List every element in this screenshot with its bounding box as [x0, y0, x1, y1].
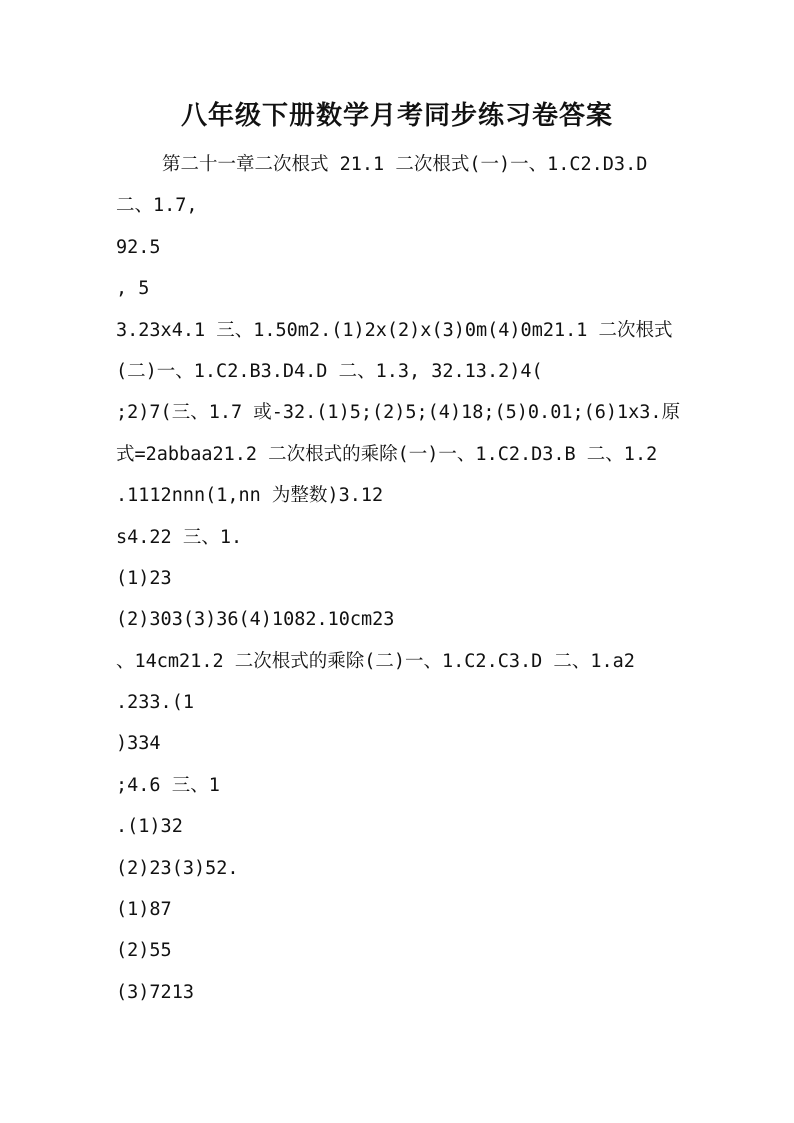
text-line: (2)23(3)52.: [116, 857, 239, 879]
text-line: ;2)7(三、1.7 或-32.(1)5;(2)5;(4)18;(5)0.01;(6)1x3.原: [116, 402, 681, 424]
text-line: (2)55: [116, 940, 172, 962]
answer-text-body: [116, 144, 696, 1013]
text-line: (1)87: [116, 899, 172, 921]
text-line: (3)7213: [116, 981, 194, 1003]
text-line: (二)一、1.C2.B3.D4.D 二、1.3, 32.13.2)4(: [116, 360, 543, 382]
text-line: .233.(1: [116, 692, 194, 714]
text-line: .(1)32: [116, 816, 183, 838]
text-line: 92.5: [116, 236, 161, 258]
text-line: s4.22 三、1.: [116, 526, 243, 548]
text-line: , 5: [116, 278, 150, 300]
text-line: 、14cm21.2 二次根式的乘除(二)一、1.C2.C3.D 二、1.a2: [116, 650, 635, 672]
text-line: 式=2abbaa21.2 二次根式的乘除(一)一、1.C2.D3.B 二、1.2: [116, 443, 658, 465]
text-line: .1112nnn(1,nn 为整数)3.12: [116, 485, 384, 507]
text-line: )334: [116, 733, 161, 755]
text-line: (2)303(3)36(4)1082.10cm23: [116, 609, 395, 631]
text-line: 第二十一章二次根式 21.1 二次根式(一)一、1.C2.D3.D: [162, 154, 648, 175]
text-line: 二、1.7,: [116, 195, 198, 217]
document-title: 八年级下册数学月考同步练习卷答案: [180, 101, 613, 131]
text-line: (1)23: [116, 567, 172, 589]
text-line: ;4.6 三、1: [116, 774, 220, 796]
text-line: 3.23x4.1 三、1.50m2.(1)2x(2)x(3)0m(4)0m21.1 二次根式: [116, 319, 673, 341]
